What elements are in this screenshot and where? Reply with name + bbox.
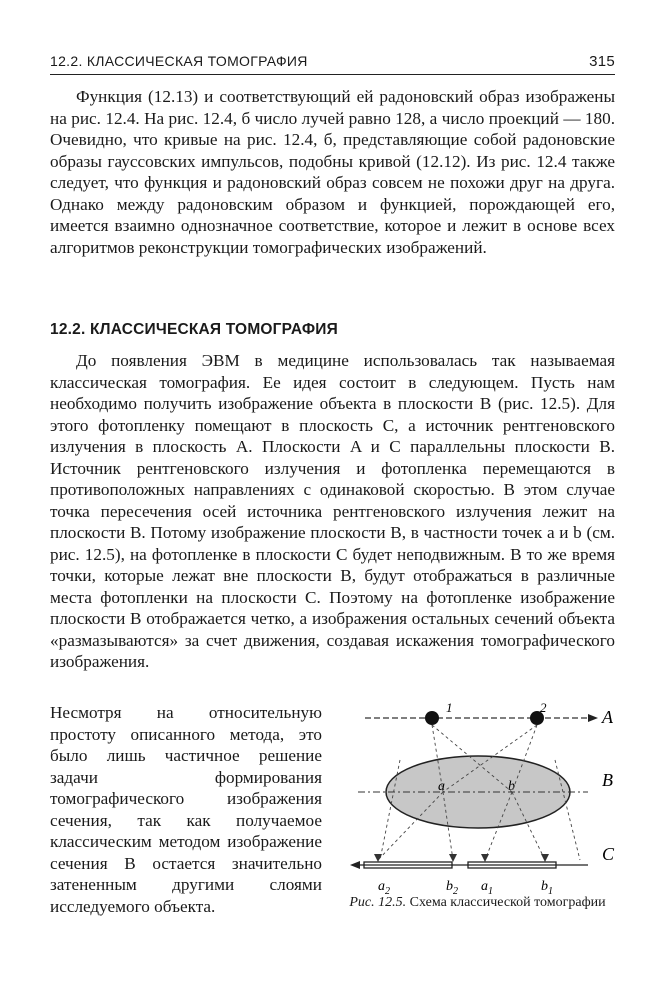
point-b-label: b <box>508 779 515 794</box>
point-a-label: a <box>438 779 445 794</box>
figure-caption-text: Схема классической томографии <box>409 895 606 910</box>
source-1-label: 1 <box>446 700 453 715</box>
running-header-title: 12.2. КЛАССИЧЕСКАЯ ТОМОГРАФИЯ <box>50 53 308 69</box>
paragraph-radon-text: Функция (12.13) и соответствующий ей радоновский образ изображены на рис. 12.4. На рис. 12.4, б число лучей равно 128, а число проекций — 180. Очевидно, что кривые на рис. 12.4, б, представляющие собой радоновские образы гауссовских импульсов, подобны кривой (12.12). Из рис. 12.4 также следует, что функция и радоновский образ совсем не похожи друг на друга. Однако между радоновским образом и функцией, порождающей его, имеется взаимно однозначное соответствие, которое и лежит в основе всех алгоритмов реконструкции томографических изображений. <box>50 87 615 257</box>
figure-caption <box>345 894 610 912</box>
source-1-dot <box>425 711 439 725</box>
plane-a-label: A <box>602 707 613 727</box>
ray-arrowheads <box>374 854 549 862</box>
header-rule <box>50 74 615 75</box>
film-label-b2: $b_2$ <box>446 879 458 897</box>
source-2-label: 2 <box>540 700 547 715</box>
figure-caption-label: Рис. 12.5. <box>349 895 407 910</box>
film-label-a1: $a_1$ <box>481 879 493 897</box>
plane-c-arrow-icon <box>350 861 360 869</box>
paragraph-method-limits <box>50 702 322 917</box>
plane-b-label: B <box>602 770 613 790</box>
film-label-a2: $a_2$ <box>378 879 390 897</box>
running-header <box>50 53 615 69</box>
film-label-b1: $b_1$ <box>541 879 553 897</box>
figure-12-5 <box>340 700 615 960</box>
plane-a-arrow-icon <box>588 714 598 722</box>
section-heading: 12.2. КЛАССИЧЕСКАЯ ТОМОГРАФИЯ <box>50 321 338 338</box>
paragraph-method-limits-text: Несмотря на относительную простоту описанного метода, это было лишь частичное решение задачи формирования томографического изображения сечения, так как получаемое классическим методом изображение сечения B остается значительно затененным другими слоями исследуемого объекта. <box>50 703 322 916</box>
paragraph-classic-tomography <box>50 350 615 673</box>
paragraph-classic-tomography-text: До появления ЭВМ в медицине использовалась так называемая классическая томография. Ее идея состоит в следующем. Пусть нам необходимо получить изображение объекта в плоскости B (рис. 12.5). Для этого фотопленку помещают в плоскость C, а источник рентгеновского излучения в плоскость A. Плоскости A и C параллельны плоскости B. Источник рентгеновского излучения и фотопленка перемещаются в противоположных направлениях с одинаковой скоростью. В этом случае точка пересечения осей источника рентгеновского излучения лежит на плоскости B. Потому изображение плоскости B, в частности точек a и b (см. рис. 12.5), на фотопленке в плоскости C будет неподвижным. В то же время точки, которые лежат вне плоскости B, будут отображаться в различные места фотопленки на плоскости C. Поэтому на фотопленке изображение плоскости B отображается четко, а изображения остальных сечений объекта «размазываются» за счет движения, создавая искажения томографического изображения. <box>50 351 615 671</box>
paragraph-radon <box>50 86 615 258</box>
page-number: 315 <box>589 53 615 70</box>
plane-c-label: C <box>602 844 615 864</box>
